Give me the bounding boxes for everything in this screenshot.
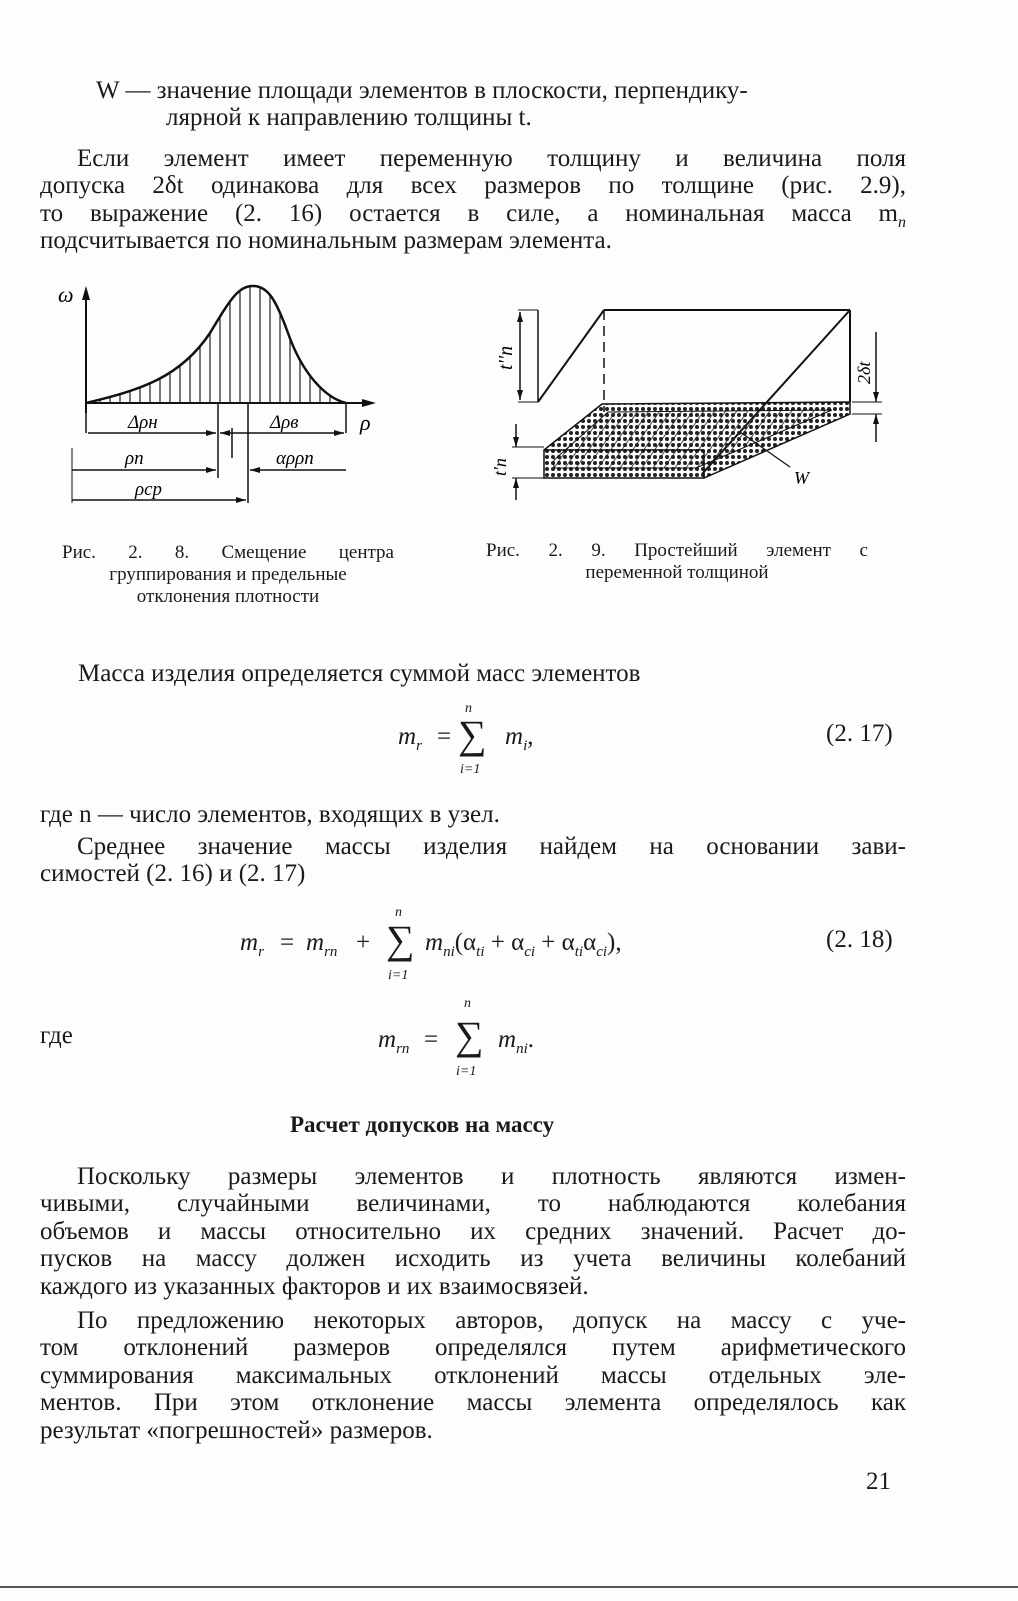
eq-lhs: $m_r$	[240, 929, 264, 960]
caption-line: Рис. 2. 9. Простейший элемент с	[486, 540, 868, 561]
eq-lhs: $m_r$	[398, 723, 422, 754]
w-definition-line2	[166, 104, 532, 131]
equation-number: (2. 18)	[826, 926, 893, 953]
paragraph-line: По предложению некоторых авторов, допуск на массу с уче-	[77, 1307, 906, 1334]
eq-lhs: $m_{rn}$	[378, 1026, 410, 1057]
w-definition-text-2: лярной к направлению толщины t.	[166, 104, 532, 131]
paragraph-line: Среднее значение массы изделия найдем на основании зави-	[77, 833, 906, 860]
sum-upper: n	[464, 996, 471, 1011]
eq-body: $m_{ni}(\alpha_{ti} + \alpha_{ci} + \alpha_{ti}\alpha_{ci})$,	[425, 929, 622, 960]
paragraph-line: ментов. При этом отклонение массы элемента определялось как	[40, 1389, 906, 1417]
label-delta-rho-n: Δρн	[128, 412, 158, 433]
paragraph-authors-proposal	[40, 1307, 906, 1444]
paragraph-line-text: то выражение (2. 16) остается в силе, а номинальная масса m	[40, 199, 898, 227]
label-rho-sr: ρср	[135, 479, 163, 500]
subscript: n	[898, 213, 906, 231]
label-omega: ω	[58, 282, 74, 307]
label-rho: ρ	[360, 410, 371, 435]
eq-rhs: $m_{ni}$.	[498, 1026, 534, 1057]
bottom-edge-line	[0, 1586, 1018, 1588]
label-alpha-rho-p: αρρп	[276, 448, 314, 469]
caption-line: Рис. 2. 8. Смещение центра	[62, 542, 394, 563]
paragraph-line: чивыми, случайными величинами, то наблюдаются колебания	[40, 1190, 906, 1218]
w-definition-text: W — значение площади элементов в плоскости, перпендику-	[96, 77, 748, 104]
figure-2-9-variable-thickness-element	[490, 292, 890, 522]
paragraph-mean-mass	[40, 833, 906, 888]
sigma-symbol: ∑	[458, 712, 487, 757]
w-definition-line1	[96, 77, 748, 104]
paragraph-line: пусков на массу должен исходить из учета величины колебаний	[40, 1245, 906, 1273]
label-t-top: t''п	[495, 345, 517, 370]
bell-curve	[86, 286, 346, 403]
paragraph-line: симостей (2. 16) и (2. 17)	[40, 860, 306, 888]
section-heading: Расчет допусков на массу	[290, 1112, 555, 1137]
caption-line: переменной толщиной	[585, 562, 769, 583]
label-rho-p: ρп	[125, 448, 144, 469]
sigma-symbol: ∑	[455, 1013, 484, 1058]
eq-rhs: $m_i$,	[505, 723, 534, 754]
eq-equals: =	[280, 929, 295, 956]
paragraph-line: каждого из указанных факторов и их взаимосвязей.	[40, 1272, 589, 1300]
eq-m-rn: $m_{rn}$	[306, 929, 338, 960]
paragraph-line: объемов и массы относительно их средних значений. Расчет до-	[40, 1217, 906, 1245]
page-number: 21	[866, 1468, 891, 1495]
paragraph-line	[40, 199, 906, 231]
label-delta-rho-v: Δρв	[270, 412, 299, 433]
label-w: W	[794, 468, 809, 488]
caption-line: отклонения плотности	[136, 586, 320, 607]
paragraph-line: допуска 2δt одинакова для всех размеров по толщине (рис. 2.9),	[40, 172, 906, 200]
eq-equals: =	[437, 723, 452, 750]
paragraph-line: результат «погрешностей» размеров.	[40, 1416, 433, 1444]
sigma-symbol: ∑	[386, 917, 415, 962]
sum-upper: n	[395, 905, 402, 920]
label-2-delta-t: 2δt	[854, 361, 874, 384]
figure-2-8-caption	[62, 542, 394, 608]
eq-plus: +	[356, 929, 371, 956]
sum-lower: i=1	[456, 1064, 477, 1079]
sum-upper: n	[465, 701, 472, 716]
where-label: где	[40, 1022, 73, 1049]
paragraph-variable-thickness	[40, 145, 906, 255]
paragraph-line: суммирования максимальных отклонений массы отдельных эле-	[40, 1361, 906, 1389]
paragraph-line: том отклонений размеров определялся путем арифметического	[40, 1334, 906, 1362]
sum-lower: i=1	[460, 762, 481, 777]
paragraph-n-definition: где n — число элементов, входящих в узел.	[40, 801, 500, 828]
paragraph-line: Поскольку размеры элементов и плотность являются измен-	[77, 1163, 906, 1190]
paragraph-mass-sum: Масса изделия определяется суммой масс элементов	[78, 660, 641, 687]
label-t-bottom: t'п	[490, 458, 510, 476]
paragraph-line: подсчитывается по номинальным размерам элемента.	[40, 227, 612, 255]
figure-2-9-caption	[486, 540, 868, 584]
paragraph-tolerance-calc	[40, 1163, 906, 1300]
caption-line: группирования и предельные	[109, 564, 347, 585]
paragraph-line: Если элемент имеет переменную толщину и величина поля	[77, 145, 906, 172]
sum-lower: i=1	[388, 968, 409, 983]
figure-2-8-density-distribution	[50, 278, 390, 518]
eq-equals: =	[424, 1026, 439, 1053]
equation-number: (2. 17)	[826, 720, 893, 747]
